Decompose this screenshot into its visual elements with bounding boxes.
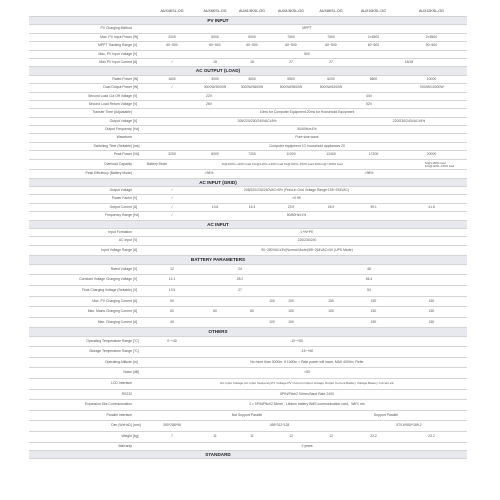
spec-unit: [°C]	[133, 349, 139, 354]
spec-value: 150	[428, 309, 435, 314]
spec-label: Noise	[123, 370, 132, 375]
spec-value: 100	[288, 298, 294, 303]
spec-label: Operating Temperature Range	[86, 338, 132, 343]
spec-value: 7500	[287, 34, 295, 39]
section-ac-input	[29, 221, 467, 229]
spec-value: /	[171, 59, 173, 64]
spec-row-rs232	[29, 390, 467, 401]
spec-value: <50	[304, 370, 310, 375]
model-name: AUX8.5KSL-OG	[278, 9, 304, 13]
spec-row-expansion-slot	[29, 400, 467, 411]
spec-row-second-load-return	[29, 101, 467, 109]
spec-value: 390*288*98	[163, 423, 181, 428]
spec-row-power-factor	[29, 195, 467, 203]
spec-value: 0~+40	[167, 338, 177, 343]
model-header-row	[29, 7, 467, 17]
spec-value: /	[171, 213, 173, 218]
spec-row-pv-max-current	[29, 59, 467, 67]
spec-value: -10~+50	[290, 338, 303, 343]
spec-label: Max. PV Input Power	[100, 34, 132, 39]
spec-value: 10ms for Computer Equipment,20ms for Household Equipment	[259, 110, 355, 115]
spec-row-storage-temp	[29, 347, 467, 358]
spec-value: 80	[250, 309, 254, 314]
spec-value: 52V	[365, 101, 373, 106]
section-ac-input-grid	[29, 179, 467, 187]
spec-value: 27	[329, 59, 333, 64]
spec-value: 11000	[286, 152, 296, 157]
spec-row-operating-altitude	[29, 358, 467, 369]
spec-value: 3600	[248, 76, 256, 81]
spec-unit: [mm]	[133, 423, 141, 428]
spec-value: 220/230/240VAC±5%	[392, 118, 426, 123]
spec-value: AC Input Voltage,AC Input frequency,PV Voltage,PV Current,Output Voltage,Output Current,Battery Voltage,Battery Current,etc	[220, 381, 394, 386]
spec-row-float-charging	[29, 286, 467, 297]
spec-label: Second Load Cut Off Voltage	[88, 93, 132, 98]
spec-label: Dual Output Power	[103, 85, 132, 90]
spec-row-rated-power	[29, 76, 467, 84]
spec-row-input-voltage-range	[29, 246, 467, 257]
spec-label: Operating Altitude	[105, 359, 132, 364]
spec-value: 54	[367, 287, 371, 292]
spec-value: 50/60Hz±1%	[286, 213, 307, 218]
spec-value: 26.9	[327, 204, 335, 209]
spec-label: Overload Capacity	[104, 161, 132, 166]
spec-value: 5s@≥150% load 10s@110%~150% load	[425, 161, 455, 168]
spec-value: Pure sine wave	[295, 135, 319, 140]
spec-unit: [A]	[133, 59, 138, 64]
spec-row-pv-max-power	[29, 34, 467, 42]
spec-label: Float Charging Voltage (Settable)	[81, 287, 132, 292]
spec-value: 56.4	[365, 277, 373, 282]
spec-label: Max. PV Charging Current	[92, 298, 132, 303]
spec-row-output-frequency	[29, 126, 467, 134]
spec-label: Max. PV Input Voltage	[98, 51, 132, 56]
spec-unit: [m]	[133, 359, 138, 364]
spec-value: 570.6*550*189.2	[396, 423, 422, 428]
spec-row-cv-charging	[29, 275, 467, 286]
spec-row-switching-time	[29, 143, 467, 151]
spec-value: 2000	[168, 34, 176, 39]
spec-label: Peak Power	[113, 152, 132, 157]
spec-label: Weight	[121, 434, 132, 439]
spec-value: Support Parallel	[373, 412, 399, 417]
spec-value: 5000W/6200W	[319, 85, 343, 90]
spec-value: 17200	[368, 152, 379, 157]
spec-label: Max. Mains Charging Current	[87, 309, 132, 314]
spec-value: /	[171, 188, 173, 193]
spec-value: 6000	[211, 152, 219, 157]
spec-unit: [A]	[133, 247, 138, 252]
spec-row-frequency-range	[29, 212, 467, 220]
spec-value: /	[171, 204, 173, 209]
spec-value: 18/18	[404, 59, 414, 64]
section-title: PV INPUT	[207, 18, 229, 23]
spec-value: 11	[213, 434, 217, 439]
spec-unit: [A]	[133, 319, 138, 324]
spec-value: 12	[329, 434, 333, 439]
spec-unit: [V]	[133, 93, 138, 98]
spec-value: /	[171, 85, 173, 90]
spec-label: Transfer Time (Adjustable)	[92, 110, 132, 115]
spec-row-transfer-time	[29, 109, 467, 117]
spec-value: 8600	[369, 76, 378, 81]
spec-row-weight	[29, 432, 467, 443]
spec-label: Input Formation	[108, 229, 132, 234]
spec-value: 28.2	[236, 277, 244, 282]
spec-value: 150	[370, 309, 377, 314]
spec-row-battery-rated-voltage	[29, 265, 467, 276]
spec-value: 22.2	[428, 434, 435, 439]
spec-value: 10000	[426, 76, 437, 81]
spec-value: 2 years	[301, 443, 313, 448]
spec-value: 1600	[168, 76, 176, 81]
spec-label: Max PV Input Current	[99, 59, 132, 64]
model-name: AUX8KSL-OG	[319, 9, 343, 13]
spec-unit: [V]	[133, 43, 138, 48]
spec-value: 23.9	[287, 204, 295, 209]
spec-row-lcd-interface	[29, 379, 467, 390]
section-title: AC INPUT	[207, 221, 229, 227]
spec-row-grid-output-current	[29, 204, 467, 212]
spec-unit: [V]	[133, 266, 138, 271]
spec-unit: [V]	[133, 118, 138, 123]
spec-value: 220/230/240	[297, 238, 317, 243]
spec-value: No more than 3000m. If 1000m < Rate power will lower, MAX 4000m, Refer	[250, 359, 364, 364]
spec-value: 150	[328, 298, 334, 303]
section-title: BATTERY PARAMETERS	[190, 257, 246, 263]
spec-label: Dim (WxHxD)	[111, 423, 132, 428]
spec-unit: [A]	[133, 309, 138, 314]
spec-value: 50/60Hz±1%	[297, 127, 317, 132]
spec-value: 14.1	[168, 277, 176, 282]
spec-unit: [V]	[133, 101, 138, 106]
spec-value: MPPT	[302, 26, 312, 31]
spec-label: Output Voltage	[109, 188, 132, 193]
spec-row-pv-charging-method	[29, 25, 467, 33]
spec-value: 150	[370, 298, 377, 303]
spec-unit: [W]	[133, 34, 139, 39]
spec-value: 495*312*128	[269, 423, 290, 428]
section-pv-input	[29, 17, 467, 25]
spec-label: PV Charging Method	[100, 26, 132, 31]
spec-value: 18	[250, 59, 254, 64]
spec-value: 90~500	[425, 43, 438, 48]
spec-value: 100	[269, 319, 275, 324]
spec-row-dual-output	[29, 84, 467, 92]
spec-value: 6200	[327, 76, 335, 81]
spec-value: /	[171, 196, 173, 201]
section-battery-parameters	[29, 256, 467, 264]
spec-value: L+N+PE	[300, 229, 314, 234]
spec-value: 60~500	[246, 43, 258, 48]
spec-row-max-mains-charging	[29, 307, 467, 318]
spec-label: AC Input	[118, 238, 132, 243]
spec-label: Second Load Return Voltage	[88, 101, 132, 106]
spec-unit: [V]	[133, 238, 138, 243]
spec-value: 12	[170, 266, 174, 271]
spec-value: 5PIN/Pitch2.54mm,Baud Rate 2400	[280, 391, 334, 396]
spec-row-second-load-cutoff	[29, 93, 467, 101]
spec-value: 7	[171, 434, 173, 439]
spec-row-parallel-interface	[29, 411, 467, 422]
spec-row-output-voltage	[29, 118, 467, 126]
spec-value: 3200	[168, 152, 176, 157]
spec-value: 11	[250, 434, 254, 439]
spec-value: 16.3	[248, 204, 256, 209]
spec-row-noise	[29, 368, 467, 379]
spec-value: 60~500	[209, 43, 221, 48]
spec-unit: [W]	[133, 76, 139, 81]
spec-value: 39.1	[370, 204, 377, 209]
spec-label: Output Current	[109, 204, 132, 209]
spec-unit: [V]	[133, 196, 138, 201]
spec-value: 90~280VAC±3V(Normal Mode)/85~264VAC±3V (UPS Mode)	[261, 247, 353, 252]
spec-value: 41.8	[428, 204, 435, 209]
spec-value: Computer equipment 10, household appliances 20	[269, 143, 345, 148]
section-standard	[29, 451, 467, 459]
section-title: OTHERS	[208, 329, 228, 335]
spec-label: Warranty	[118, 443, 132, 448]
spec-value: 24	[238, 266, 242, 271]
spec-value: 150	[428, 298, 435, 303]
spec-value: 60~500	[367, 43, 380, 48]
spec-value: 60	[170, 309, 174, 314]
spec-value: 2×5500	[425, 34, 438, 39]
spec-label: Waveform	[116, 135, 132, 140]
spec-row-input-formation	[29, 229, 467, 237]
section-title: AC INPUT (GRID)	[199, 179, 237, 185]
spec-row-warranty	[29, 443, 467, 451]
spec-value: 500	[304, 51, 310, 56]
spec-unit: [V]	[133, 51, 138, 56]
spec-value: 7200	[248, 152, 256, 157]
spec-value: 150	[370, 319, 377, 324]
spec-value: 3000W/3600W	[240, 85, 264, 90]
spec-value: 100	[288, 309, 294, 314]
spec-label: Storage Temperature Range	[89, 349, 132, 354]
section-others	[29, 328, 467, 336]
model-name: AUX6KSL-OG	[203, 9, 227, 13]
spec-value: 13.6	[211, 204, 219, 209]
spec-value: 100	[328, 309, 334, 314]
spec-unit: [Hz]	[133, 127, 140, 132]
spec-row-peak-power	[29, 151, 467, 159]
model-name: AUX12KSL-OG	[419, 9, 444, 13]
spec-value: 5500	[287, 76, 295, 81]
spec-value: 60~500	[325, 43, 337, 48]
spec-label: Peak Efficiency (Battery Mode)	[85, 171, 132, 176]
spec-value: 60	[213, 309, 217, 314]
spec-value: >94%	[204, 171, 214, 176]
spec-value: 3000	[211, 76, 219, 81]
spec-label: Power Factor	[111, 196, 132, 201]
spec-label: Expansion Slot Communication	[84, 402, 132, 407]
spec-value: 3000W/3000W	[203, 85, 227, 90]
spec-value: >98%	[364, 171, 374, 176]
spec-unit: [Hz]	[133, 213, 140, 218]
spec-unit: [VA]	[133, 152, 140, 157]
spec-unit: [A]	[133, 204, 138, 209]
spec-value: -15~+60	[300, 349, 314, 354]
spec-label: MPPT Tracking Range	[97, 43, 132, 48]
model-name: AUX10KSL-OG	[361, 9, 386, 13]
spec-value: Not Support Parallel	[231, 412, 263, 417]
spec-label: Constant Voltage Charging Voltage	[79, 277, 132, 282]
spec-value: 20000	[426, 152, 437, 157]
spec-label: Max. Charging Current	[97, 319, 132, 324]
spec-unit: [kg]	[133, 434, 139, 439]
spec-value: 12400	[326, 152, 336, 157]
spec-value: 208/220/230/240VAC±5%	[237, 118, 277, 123]
spec-unit: [V]	[133, 287, 138, 292]
spec-value: 27	[289, 59, 293, 64]
spec-label: Switching Time (Settable)	[93, 143, 132, 148]
spec-value: >0.99	[292, 196, 301, 201]
spec-value: 12	[289, 434, 293, 439]
model-name: AUX6.5KSL-OG	[239, 9, 265, 13]
spec-value: 26V	[205, 101, 213, 106]
spec-row-overload	[29, 160, 467, 171]
spec-row-max-pv-charging	[29, 297, 467, 308]
spec-row-mppt-range	[29, 42, 467, 50]
spec-value: 44V	[365, 93, 373, 98]
spec-label: Parallel Interface	[106, 412, 132, 417]
spec-value: 2 × 5PIN/Pitch2.54mm , Lithium battery BMS communication card、WIFI, etc	[249, 402, 365, 407]
spec-label: Rated Power	[112, 76, 132, 81]
spec-row-ac-input	[29, 237, 467, 245]
spec-row-waveform	[29, 134, 467, 142]
spec-value: 100	[288, 319, 294, 324]
spec-label: Output Voltage	[109, 118, 132, 123]
spec-value: Battery Mode	[147, 161, 168, 166]
spec-value: 13.5	[168, 287, 176, 292]
spec-value: 48	[367, 266, 371, 271]
spec-value: 60~500	[285, 43, 297, 48]
spec-label: RS232	[121, 391, 132, 396]
spec-value: 22.2	[370, 434, 377, 439]
section-title: AC OUTPUT (LOAD)	[195, 68, 241, 74]
spec-value: 150	[428, 319, 435, 324]
spec-value: 22V	[205, 93, 213, 98]
spec-row-dimensions	[29, 421, 467, 432]
spec-value: 7500	[327, 34, 335, 39]
spec-value: 5000	[211, 34, 219, 39]
spec-label: Input Voltage Range	[101, 247, 132, 252]
spec-value: 27	[238, 287, 242, 292]
spec-value: 40	[170, 319, 174, 324]
spec-row-pv-max-voltage	[29, 51, 467, 59]
spec-value: 5000W/5500W	[279, 85, 303, 90]
spec-row-peak-efficiency	[29, 170, 467, 178]
section-title: STANDARD	[205, 452, 231, 458]
spec-sheet	[29, 7, 467, 459]
spec-value: 60~500	[166, 43, 178, 48]
spec-label: Frequency Range	[105, 213, 132, 218]
spec-row-max-charging	[29, 318, 467, 329]
spec-value: 18	[213, 59, 217, 64]
spec-unit: [V]	[133, 277, 138, 282]
spec-unit: [ms]	[133, 143, 140, 148]
spec-value: 5000	[248, 34, 256, 39]
spec-unit: [°C]	[133, 338, 139, 343]
spec-row-operating-temp	[29, 337, 467, 348]
spec-unit: [W]	[133, 85, 139, 90]
spec-unit: [A]	[133, 298, 138, 303]
spec-label: Output Frequency	[104, 127, 132, 132]
spec-value: 7000W/10000W	[419, 85, 444, 90]
spec-label: LCD Interface	[111, 381, 132, 386]
spec-value: 50	[170, 298, 174, 303]
spec-value: 2×5500	[367, 34, 380, 39]
section-ac-output-load	[29, 67, 467, 75]
spec-label: Rated Voltage	[110, 266, 132, 271]
spec-value: 1h@100%~110% load 10s@110%~130% load 5s@130%~150% load 200ms@>150% load	[221, 161, 343, 166]
model-name: AUX4KSL-OG	[160, 9, 184, 13]
spec-value: 208/220/230/240VAC±5% (Feed-in Grid Voltage Range:195~253VAC)	[243, 188, 350, 193]
spec-row-grid-output-voltage	[29, 187, 467, 195]
spec-unit: [dB]	[133, 370, 140, 375]
spec-value: 100	[269, 298, 275, 303]
